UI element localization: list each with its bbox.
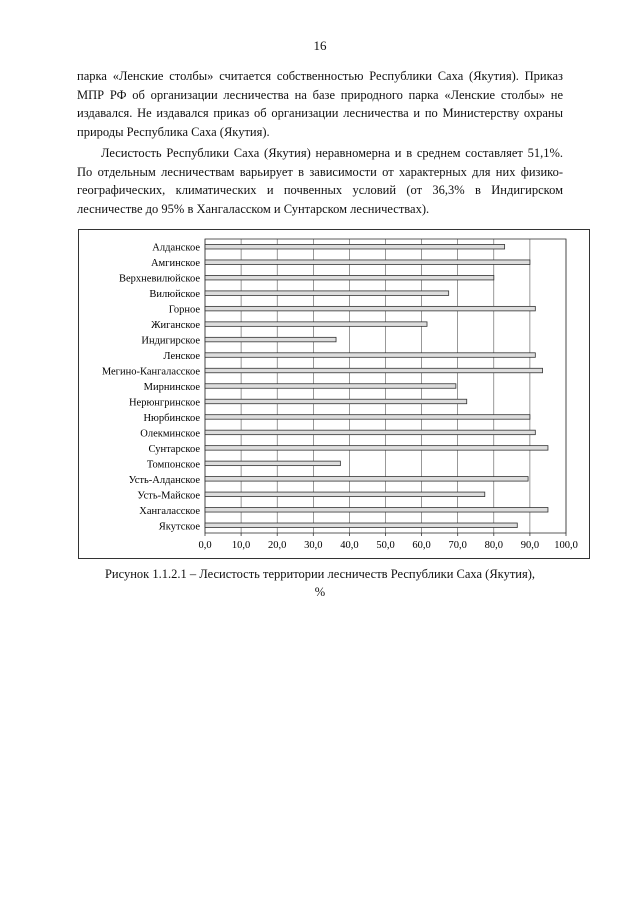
- tick-label: 60,0: [412, 540, 431, 551]
- category-label: Индигирское: [141, 335, 200, 347]
- figure-caption-text: Рисунок 1.1.2.1 – Лесистость территории лесничеств Республики Саха (Якутия),: [104, 567, 536, 581]
- paragraph: парка «Ленские столбы» считается собственностью Республики Саха (Якутия). Приказ МПР РФ об организации лесничества на базе природного парка «Ленские столбы» не издавался. Не издавался приказ об организации лесничества и по Министерству охраны природы Республика Саха (Якутия).: [77, 69, 563, 139]
- bar: [205, 492, 485, 497]
- tick-label: 80,0: [484, 540, 503, 551]
- category-label: Горное: [168, 304, 200, 316]
- category-label: Верхневилюйское: [119, 273, 200, 285]
- category-label: Усть-Майское: [137, 490, 200, 502]
- tick-label: 40,0: [340, 540, 359, 551]
- tick-label: 0,0: [198, 540, 212, 551]
- tick-label: 100,0: [554, 540, 578, 551]
- bar: [205, 523, 517, 528]
- figure-caption: [60, 565, 580, 601]
- category-label: Нерюнгринское: [128, 397, 200, 409]
- bar: [205, 306, 535, 311]
- category-label: Якутское: [158, 521, 200, 533]
- category-label: Амгинское: [150, 258, 200, 270]
- bar: [205, 337, 336, 342]
- bar: [205, 461, 340, 466]
- category-label: Вилюйское: [149, 289, 200, 301]
- bar: [205, 430, 535, 435]
- page-number: 16: [313, 38, 327, 53]
- tick-label: 70,0: [448, 540, 467, 551]
- bar: [205, 477, 528, 482]
- category-label: Усть-Алданское: [128, 474, 200, 486]
- figure-caption-unit: %: [314, 585, 326, 599]
- bar: [205, 353, 535, 358]
- bar: [205, 322, 427, 327]
- category-label: Жиганское: [151, 320, 200, 332]
- bar: [205, 384, 456, 389]
- bar: [205, 244, 505, 249]
- tick-label: 30,0: [304, 540, 323, 551]
- tick-label: 50,0: [376, 540, 395, 551]
- category-label: Мирнинское: [143, 382, 200, 393]
- category-label: Мегино-Кангаласское: [101, 366, 200, 378]
- category-label: Олекминское: [140, 428, 200, 440]
- category-label: Ленское: [163, 351, 200, 363]
- bar: [205, 260, 530, 265]
- bar: [205, 415, 530, 420]
- category-label: Алданское: [152, 242, 200, 254]
- paragraph: Лесистость Республики Саха (Якутия) неравномерна и в среднем составляет 51,1%. По отдельным лесничествам варьирует в зависимости от характерных для них физико-географических, климатических и почвенных условий (от 36,3% в Индигирском лесничестве до 95% в Хангаласском и Сунтарском лесничествах).: [77, 146, 563, 216]
- category-label: Нюрбинское: [143, 412, 200, 424]
- tick-label: 10,0: [231, 540, 251, 551]
- bar: [205, 291, 449, 296]
- category-label: Хангаласское: [139, 505, 200, 517]
- bar: [205, 368, 543, 373]
- bar: [205, 399, 467, 404]
- bar: [205, 446, 548, 451]
- tick-label: 90,0: [520, 540, 540, 551]
- bar: [205, 275, 494, 280]
- forest-cover-bar-chart: [79, 230, 589, 558]
- tick-label: 20,0: [268, 540, 287, 551]
- chart-frame: [78, 229, 590, 559]
- bar: [205, 508, 548, 512]
- category-label: Сунтарское: [148, 443, 200, 455]
- category-label: Томпонское: [146, 459, 200, 471]
